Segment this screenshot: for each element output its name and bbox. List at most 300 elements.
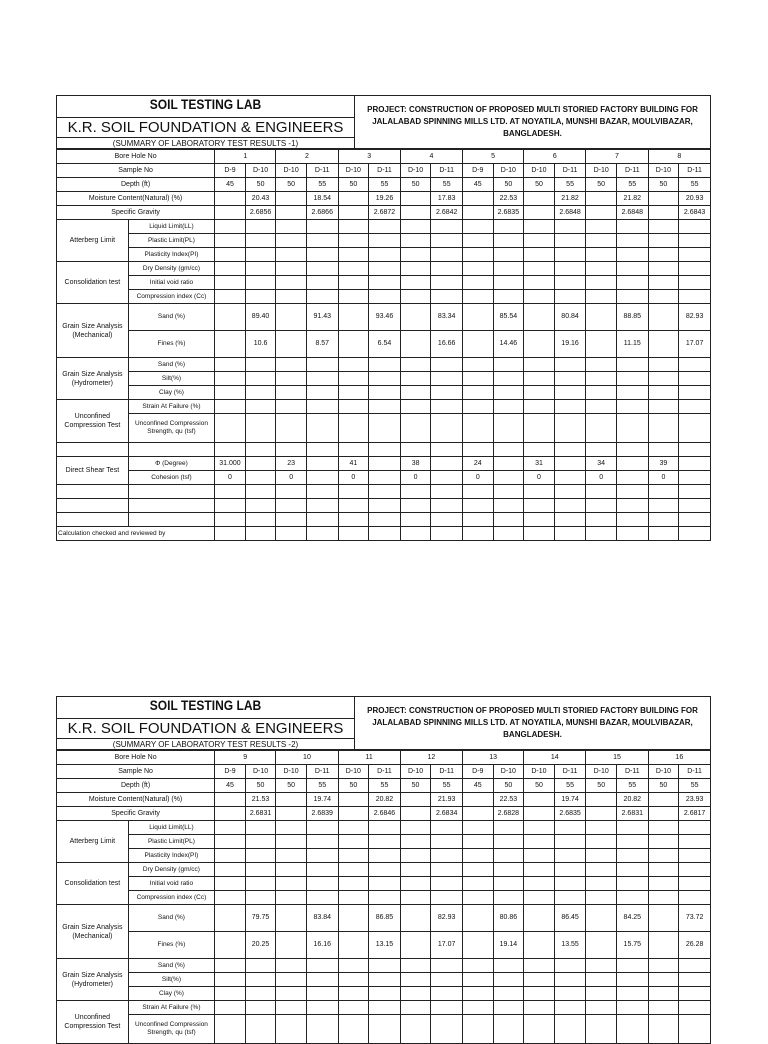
empty-cell — [431, 276, 463, 290]
specific-gravity-cell — [648, 206, 679, 220]
row-label: Depth (ft) — [57, 178, 215, 192]
sand-cell — [215, 304, 246, 331]
cohesion-cell — [616, 471, 648, 485]
empty-cell — [306, 499, 338, 513]
sample-no-row — [57, 765, 711, 779]
empty-cell — [586, 499, 617, 513]
empty-cell — [400, 262, 431, 276]
empty-cell — [616, 527, 648, 541]
specific-gravity-cell: 2.6846 — [369, 807, 401, 821]
empty-cell — [648, 835, 679, 849]
empty-cell — [215, 386, 246, 400]
empty-cell — [648, 443, 679, 457]
empty-cell — [554, 1015, 586, 1044]
sample-no-cell: D-10 — [493, 765, 524, 779]
depth-cell: 45 — [463, 178, 494, 192]
empty-cell — [215, 290, 246, 304]
empty-cell — [463, 891, 494, 905]
firm-name: K.R. SOIL FOUNDATION & ENGINEERS — [57, 118, 355, 138]
empty-cell — [524, 959, 555, 973]
empty-cell — [338, 973, 369, 987]
empty-cell — [245, 234, 276, 248]
empty-cell — [679, 414, 711, 443]
empty-cell — [493, 891, 524, 905]
specific-gravity-cell: 2.6835 — [554, 807, 586, 821]
empty-cell — [400, 835, 431, 849]
empty-cell — [400, 877, 431, 891]
empty-cell — [524, 386, 555, 400]
empty-cell — [431, 290, 463, 304]
fines-cell — [524, 932, 555, 959]
fines-cell — [400, 932, 431, 959]
sand-cell: 84.25 — [616, 905, 648, 932]
depth-cell: 55 — [369, 779, 401, 793]
empty-cell — [245, 959, 276, 973]
empty-cell — [554, 863, 586, 877]
empty-cell — [493, 358, 524, 372]
empty-cell — [276, 513, 307, 527]
row-label: Sand (%) — [128, 358, 214, 372]
sand-cell — [215, 905, 246, 932]
bore-hole-number: 9 — [215, 751, 276, 765]
empty-cell — [400, 527, 431, 541]
consolidation-label: Consolidation test — [57, 262, 129, 304]
empty-cell — [648, 959, 679, 973]
sample-no-cell: D-11 — [554, 164, 586, 178]
empty-cell — [493, 372, 524, 386]
empty-cell — [338, 835, 369, 849]
bore-hole-row — [57, 751, 711, 765]
cohesion-cell — [554, 471, 586, 485]
empty-cell — [276, 262, 307, 276]
sand-cell — [586, 304, 617, 331]
empty-cell — [524, 220, 555, 234]
empty-cell — [400, 987, 431, 1001]
empty-cell — [276, 877, 307, 891]
empty-cell — [400, 358, 431, 372]
empty-cell — [369, 513, 401, 527]
empty-cell — [306, 400, 338, 414]
empty-cell — [215, 1001, 246, 1015]
empty-cell — [276, 973, 307, 987]
row-label: Unconfined Compression Strength, qu (tsf) — [128, 414, 214, 443]
empty-cell — [648, 973, 679, 987]
empty-cell — [493, 248, 524, 262]
empty-cell — [338, 891, 369, 905]
calculation-note: Calculation checked and reviewed by — [57, 527, 215, 541]
cohesion-cell — [245, 471, 276, 485]
empty-cell — [215, 835, 246, 849]
row-label: Compression index (Cc) — [128, 891, 214, 905]
sample-no-cell: D-11 — [431, 164, 463, 178]
empty-cell — [215, 443, 246, 457]
empty-cell — [586, 234, 617, 248]
fines-cell: 26.28 — [679, 932, 711, 959]
cohesion-cell: 0 — [648, 471, 679, 485]
specific-gravity-cell — [400, 206, 431, 220]
sample-no-cell: D-11 — [616, 164, 648, 178]
empty-cell — [338, 849, 369, 863]
sand-cell: 93.46 — [369, 304, 401, 331]
empty-cell — [679, 400, 711, 414]
empty-cell — [338, 358, 369, 372]
empty-cell — [245, 877, 276, 891]
empty-cell — [554, 959, 586, 973]
empty-cell — [524, 1001, 555, 1015]
empty-cell — [276, 414, 307, 443]
sample-no-cell: D-9 — [463, 164, 494, 178]
specific-gravity-cell: 2.6817 — [679, 807, 711, 821]
empty-cell — [463, 290, 494, 304]
empty-cell — [679, 248, 711, 262]
empty-cell — [616, 400, 648, 414]
bore-hole-row — [57, 150, 711, 164]
sample-no-cell: D-10 — [245, 164, 276, 178]
empty-cell — [463, 959, 494, 973]
empty-cell — [306, 1001, 338, 1015]
empty-cell — [431, 386, 463, 400]
empty-cell — [276, 891, 307, 905]
depth-cell: 45 — [463, 779, 494, 793]
sand-cell — [524, 304, 555, 331]
empty-cell — [306, 877, 338, 891]
specific-gravity-cell: 2.6828 — [493, 807, 524, 821]
bore-hole-number: 2 — [276, 150, 338, 164]
moisture-row — [57, 192, 711, 206]
empty-cell — [554, 1001, 586, 1015]
fines-cell: 8.57 — [306, 331, 338, 358]
empty-cell — [338, 248, 369, 262]
empty-cell — [245, 290, 276, 304]
empty-cell — [369, 414, 401, 443]
empty-cell — [679, 1015, 711, 1044]
row-label: Liquid Limit(LL) — [128, 821, 214, 835]
empty-cell — [431, 443, 463, 457]
fines-cell — [276, 932, 307, 959]
fines-cell — [586, 932, 617, 959]
sand-cell: 88.85 — [616, 304, 648, 331]
specific-gravity-cell — [463, 206, 494, 220]
empty-cell — [493, 835, 524, 849]
empty-cell — [616, 358, 648, 372]
empty-cell — [245, 973, 276, 987]
empty-cell — [679, 372, 711, 386]
empty-cell — [679, 835, 711, 849]
empty-cell — [338, 414, 369, 443]
row-label: Specific Gravity — [57, 206, 215, 220]
moisture-row — [57, 793, 711, 807]
fines-cell: 14.46 — [493, 331, 524, 358]
empty-cell — [493, 443, 524, 457]
empty-cell — [245, 262, 276, 276]
empty-cell — [245, 863, 276, 877]
empty-cell — [338, 262, 369, 276]
empty-cell — [463, 443, 494, 457]
empty-cell — [524, 262, 555, 276]
empty-cell — [306, 386, 338, 400]
specific-gravity-cell — [524, 206, 555, 220]
specific-gravity-cell — [586, 807, 617, 821]
empty-cell — [463, 821, 494, 835]
empty-cell — [493, 485, 524, 499]
empty-cell — [338, 863, 369, 877]
phi-cell: 39 — [648, 457, 679, 471]
empty-cell — [369, 276, 401, 290]
empty-cell — [524, 276, 555, 290]
sand-cell: 83.34 — [431, 304, 463, 331]
depth-cell: 45 — [215, 779, 246, 793]
empty-cell — [400, 1015, 431, 1044]
empty-cell — [679, 234, 711, 248]
specific-gravity-cell — [338, 206, 369, 220]
row-label: Plastic Limit(PL) — [128, 234, 214, 248]
phi-cell: 23 — [276, 457, 307, 471]
empty-cell — [463, 248, 494, 262]
empty-cell — [245, 443, 276, 457]
empty-cell — [369, 973, 401, 987]
empty-cell — [276, 527, 307, 541]
empty-cell — [463, 973, 494, 987]
empty-cell — [276, 959, 307, 973]
empty-cell — [338, 276, 369, 290]
moisture-cell: 21.82 — [554, 192, 586, 206]
empty-cell — [400, 485, 431, 499]
empty-cell — [400, 220, 431, 234]
sample-no-cell: D-10 — [400, 765, 431, 779]
empty-cell — [554, 835, 586, 849]
specific-gravity-row — [57, 206, 711, 220]
moisture-cell — [586, 793, 617, 807]
row-label: Initial void ratio — [128, 877, 214, 891]
empty-cell — [215, 485, 246, 499]
empty-cell — [493, 959, 524, 973]
empty-cell — [648, 372, 679, 386]
phi-cell: 41 — [338, 457, 369, 471]
empty-cell — [369, 358, 401, 372]
sand-cell — [648, 304, 679, 331]
empty-cell — [306, 987, 338, 1001]
empty-cell — [554, 513, 586, 527]
empty-cell — [306, 863, 338, 877]
empty-cell — [400, 973, 431, 987]
empty-cell — [616, 973, 648, 987]
fines-cell: 13.55 — [554, 932, 586, 959]
empty-cell — [648, 987, 679, 1001]
row-label: Depth (ft) — [57, 779, 215, 793]
moisture-cell: 21.93 — [431, 793, 463, 807]
summary-title: (SUMMARY OF LABORATORY TEST RESULTS -1) — [57, 138, 355, 149]
specific-gravity-cell: 2.6835 — [493, 206, 524, 220]
empty-cell — [306, 849, 338, 863]
consolidation-label: Consolidation test — [57, 863, 129, 905]
empty-cell — [338, 386, 369, 400]
unconfined-label: Unconfined Compression Test — [57, 1001, 129, 1044]
row-label: Plastic Limit(PL) — [128, 835, 214, 849]
empty-cell — [586, 849, 617, 863]
sand-cell — [338, 905, 369, 932]
specific-gravity-cell: 2.6856 — [245, 206, 276, 220]
empty-cell — [493, 262, 524, 276]
cohesion-cell: 0 — [276, 471, 307, 485]
empty-cell — [493, 863, 524, 877]
empty-cell — [493, 499, 524, 513]
empty-cell — [400, 959, 431, 973]
empty-cell — [493, 973, 524, 987]
specific-gravity-cell: 2.6831 — [616, 807, 648, 821]
bore-hole-number: 16 — [648, 751, 710, 765]
depth-cell: 50 — [586, 178, 617, 192]
fines-cell: 17.07 — [679, 331, 711, 358]
depth-cell: 55 — [616, 779, 648, 793]
empty-cell — [215, 849, 246, 863]
empty-cell — [276, 386, 307, 400]
empty-cell — [648, 527, 679, 541]
empty-cell — [679, 527, 711, 541]
depth-cell: 55 — [554, 779, 586, 793]
empty-cell — [648, 1015, 679, 1044]
empty-cell — [276, 499, 307, 513]
empty-cell — [616, 835, 648, 849]
moisture-cell — [215, 793, 246, 807]
empty-cell — [369, 372, 401, 386]
empty-cell — [524, 987, 555, 1001]
empty-cell — [245, 220, 276, 234]
sample-no-cell: D-10 — [586, 765, 617, 779]
empty-cell — [586, 527, 617, 541]
moisture-cell — [648, 793, 679, 807]
empty-cell — [400, 276, 431, 290]
phi-cell — [616, 457, 648, 471]
bore-hole-number: 6 — [524, 150, 586, 164]
depth-cell: 50 — [493, 779, 524, 793]
empty-cell — [463, 513, 494, 527]
moisture-cell — [648, 192, 679, 206]
empty-cell — [493, 220, 524, 234]
row-label: Silt(%) — [128, 973, 214, 987]
empty-cell — [524, 877, 555, 891]
empty-cell — [554, 499, 586, 513]
empty-cell — [128, 485, 214, 499]
summary-title: (SUMMARY OF LABORATORY TEST RESULTS -2) — [57, 739, 355, 750]
empty-cell — [616, 443, 648, 457]
empty-cell — [306, 248, 338, 262]
depth-cell: 55 — [679, 779, 711, 793]
empty-cell — [215, 959, 246, 973]
lab-title: SOIL TESTING LAB — [57, 96, 355, 118]
sample-no-cell: D-10 — [276, 164, 307, 178]
empty-cell — [616, 891, 648, 905]
empty-cell — [245, 513, 276, 527]
empty-cell — [306, 485, 338, 499]
empty-cell — [554, 400, 586, 414]
empty-cell — [276, 485, 307, 499]
empty-cell — [616, 372, 648, 386]
bore-hole-number: 7 — [586, 150, 648, 164]
depth-cell: 45 — [215, 178, 246, 192]
empty-cell — [245, 400, 276, 414]
empty-cell — [586, 290, 617, 304]
empty-cell — [245, 821, 276, 835]
row-label: Silt(%) — [128, 372, 214, 386]
empty-cell — [586, 485, 617, 499]
empty-cell — [245, 248, 276, 262]
empty-cell — [463, 1015, 494, 1044]
empty-cell — [306, 527, 338, 541]
empty-cell — [306, 372, 338, 386]
moisture-cell: 19.74 — [554, 793, 586, 807]
empty-cell — [493, 290, 524, 304]
empty-cell — [463, 234, 494, 248]
empty-cell — [493, 1015, 524, 1044]
empty-cell — [648, 234, 679, 248]
empty-cell — [400, 443, 431, 457]
empty-cell — [616, 1015, 648, 1044]
empty-cell — [431, 358, 463, 372]
row-label: Moisture Content(Natural) (%) — [57, 793, 215, 807]
empty-cell — [524, 973, 555, 987]
depth-cell: 50 — [524, 779, 555, 793]
empty-cell — [276, 443, 307, 457]
phi-cell — [306, 457, 338, 471]
specific-gravity-cell — [215, 206, 246, 220]
sample-no-cell: D-11 — [306, 164, 338, 178]
empty-cell — [276, 1001, 307, 1015]
sample-no-cell: D-10 — [400, 164, 431, 178]
cohesion-cell — [306, 471, 338, 485]
fines-cell: 19.14 — [493, 932, 524, 959]
empty-cell — [554, 358, 586, 372]
moisture-cell — [463, 192, 494, 206]
empty-cell — [245, 499, 276, 513]
empty-cell — [369, 835, 401, 849]
sample-no-cell: D-11 — [554, 765, 586, 779]
phi-cell — [554, 457, 586, 471]
empty-cell — [369, 877, 401, 891]
bore-hole-number: 8 — [648, 150, 710, 164]
sample-no-cell: D-10 — [338, 164, 369, 178]
sand-cell — [400, 304, 431, 331]
row-label: Unconfined Compression Strength, qu (tsf) — [128, 1015, 214, 1044]
empty-cell — [369, 234, 401, 248]
empty-cell — [554, 849, 586, 863]
empty-cell — [586, 835, 617, 849]
empty-cell — [276, 290, 307, 304]
fines-cell — [463, 932, 494, 959]
empty-cell — [586, 414, 617, 443]
empty-cell — [586, 1015, 617, 1044]
empty-cell — [128, 499, 214, 513]
grain-mechanical-label: Grain Size Analysis (Mechanical) — [57, 905, 129, 959]
moisture-cell — [276, 793, 307, 807]
row-label: Sand (%) — [128, 959, 214, 973]
sand-cell: 91.43 — [306, 304, 338, 331]
empty-cell — [524, 513, 555, 527]
empty-cell — [554, 414, 586, 443]
empty-cell — [276, 276, 307, 290]
moisture-cell: 22.53 — [493, 793, 524, 807]
empty-cell — [679, 1001, 711, 1015]
empty-cell — [338, 290, 369, 304]
fines-cell: 15.75 — [616, 932, 648, 959]
empty-cell — [306, 821, 338, 835]
empty-cell — [554, 987, 586, 1001]
empty-cell — [648, 1001, 679, 1015]
moisture-cell — [400, 793, 431, 807]
empty-cell — [215, 513, 246, 527]
moisture-cell — [524, 793, 555, 807]
empty-cell — [463, 400, 494, 414]
fines-cell: 16.16 — [306, 932, 338, 959]
